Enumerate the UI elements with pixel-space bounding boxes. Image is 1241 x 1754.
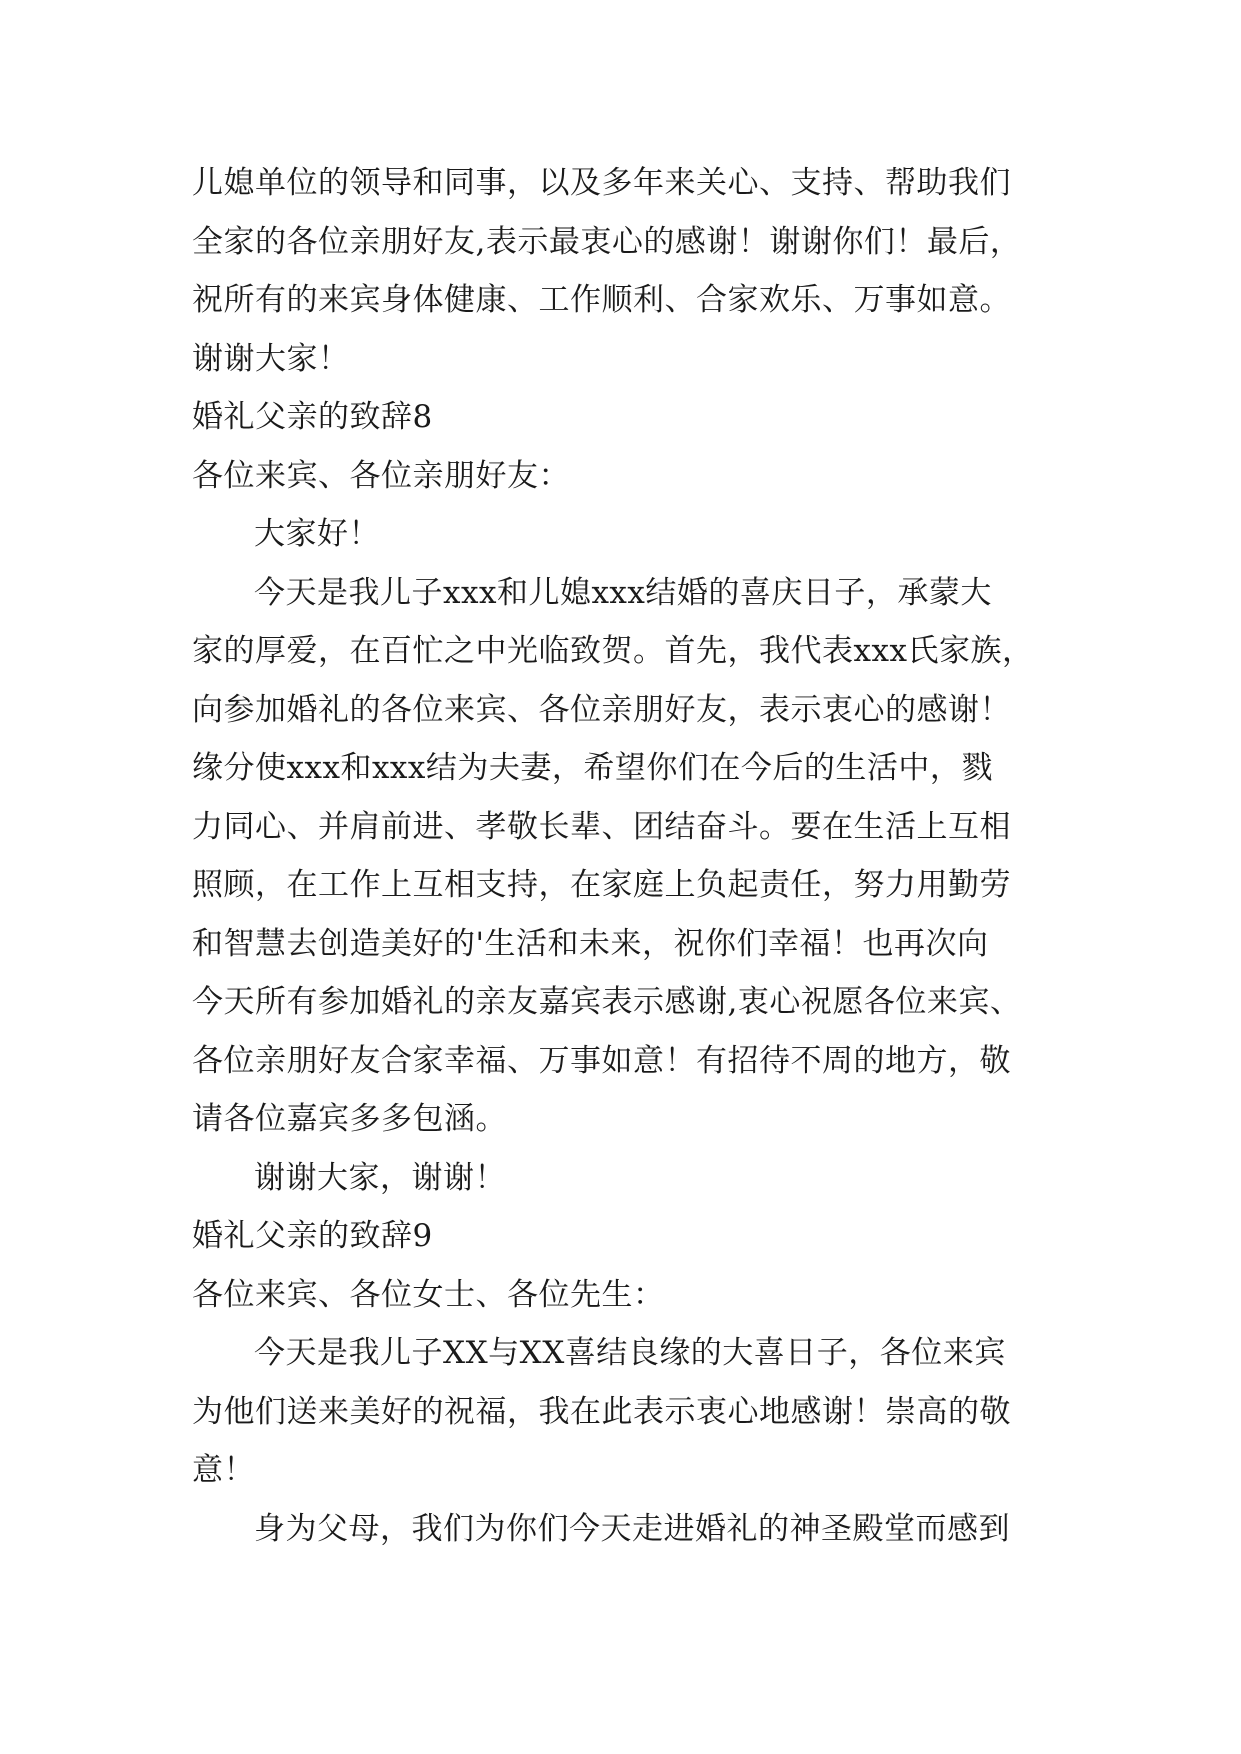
paragraph-line: 和智慧去创造美好的'生活和未来，祝你们幸福！也再次向 — [192, 925, 989, 962]
paragraph-line: 请各位嘉宾多多包涵。 — [192, 1101, 507, 1137]
paragraph-line: 缘分使xxx和xxx结为夫妻，希望你们在今后的生活中，戮 — [192, 750, 993, 786]
closing-line: 谢谢大家，谢谢！ — [254, 1159, 506, 1196]
section-heading: 婚礼父亲的致辞9 — [192, 1218, 433, 1254]
paragraph-line: 儿媳单位的领导和同事，以及多年来关心、支持、帮助我们 — [192, 165, 1011, 201]
salutation: 各位来宾、各位亲朋好友： — [192, 457, 570, 494]
paragraph-line: 各位亲朋好友合家幸福、万事如意！有招待不周的地方，敬 — [192, 1042, 1011, 1079]
section-heading: 婚礼父亲的致辞8 — [192, 399, 433, 435]
paragraph-line: 祝所有的来宾身体健康、工作顺利、合家欢乐、万事如意。 — [192, 282, 1011, 318]
salutation: 各位来宾、各位女士、各位先生： — [192, 1276, 665, 1313]
paragraph-line: 今天所有参加婚礼的亲友嘉宾表示感谢,衷心祝愿各位来宾、 — [192, 984, 1022, 1020]
paragraph-line: 照顾，在工作上互相支持，在家庭上负起责任，努力用勤劳 — [192, 867, 1011, 903]
paragraph-line: 今天是我儿子XX与XX喜结良缘的大喜日子，各位来宾 — [254, 1335, 1006, 1371]
paragraph-line: 今天是我儿子xxx和儿媳xxx结婚的喜庆日子，承蒙大 — [254, 574, 992, 611]
paragraph-line: 向参加婚礼的各位来宾、各位亲朋好友，表示衷心的感谢！ — [192, 691, 1011, 728]
document-body — [192, 154, 1092, 1558]
greeting: 大家好！ — [254, 516, 380, 552]
paragraph-line: 谢谢大家！ — [192, 340, 350, 377]
paragraph-line: 力同心、并肩前进、孝敬长辈、团结奋斗。要在生活上互相 — [192, 808, 1011, 845]
paragraph-line: 意！ — [192, 1452, 255, 1488]
paragraph-line: 全家的各位亲朋好友,表示最衷心的感谢！谢谢你们！最后， — [192, 223, 1022, 260]
paragraph-line: 家的厚爱，在百忙之中光临致贺。首先，我代表xxx氏家族， — [192, 633, 1034, 669]
paragraph-line: 身为父母，我们为你们今天走进婚礼的神圣殿堂而感到 — [254, 1510, 1010, 1547]
paragraph-line: 为他们送来美好的祝福，我在此表示衷心地感谢！崇高的敬 — [192, 1393, 1011, 1430]
